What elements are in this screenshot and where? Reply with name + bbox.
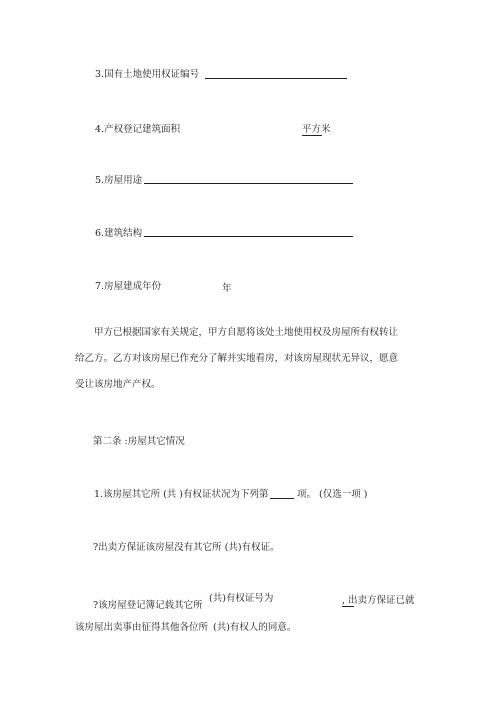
clause-b-part3: , 出卖方保证已就	[342, 595, 415, 606]
transfer-paragraph-text: 甲方已根据国家有关规定，甲方自愿将该处土地使用权及房屋所有权转让给乙方。乙方对该房屋已作充分了解并实地看房，对该房屋现状无异议，愿意受让该房地产产权。	[75, 327, 399, 390]
clause-1-blank	[270, 498, 294, 499]
item-4-unit: 平方米	[302, 124, 331, 135]
clause-b-part2: (共)有权证号为	[209, 593, 274, 604]
clause-b-part5: (共)有权人的同意。	[213, 622, 297, 633]
item-6-blank	[144, 236, 353, 237]
clause-b-part1: ?该房屋登记簿记载其它所	[93, 600, 203, 611]
item-6-label: 6.建筑结构	[95, 228, 143, 239]
clause-a: ?出卖方保证该房屋没有其它所 (共)有权证。	[93, 542, 280, 553]
clause-b-underline	[342, 606, 354, 607]
clause-1-suffix: 项。 (仅选一项 )	[297, 489, 368, 500]
item-4-unit-underline	[302, 135, 322, 136]
item-4-label: 4.产权登记建筑面积	[95, 124, 181, 135]
item-3-label: 3.国有土地使用权证编号	[95, 69, 200, 80]
item-7-label: 7.房屋建成年份	[95, 281, 162, 292]
item-5-label: 5.房屋用途	[95, 175, 143, 186]
item-7-unit: 年	[222, 283, 232, 294]
clause-1-prefix: 1.该房屋其它所 (共 )有权证状况为下列第	[94, 489, 269, 500]
item-3-blank	[205, 78, 347, 79]
transfer-paragraph	[75, 320, 405, 398]
clause-b-part4: 该房屋出卖事由征得其他各位所	[75, 622, 209, 633]
item-5-blank	[144, 183, 353, 184]
article-2-title: 第二条 :房屋其它情况	[93, 436, 185, 447]
